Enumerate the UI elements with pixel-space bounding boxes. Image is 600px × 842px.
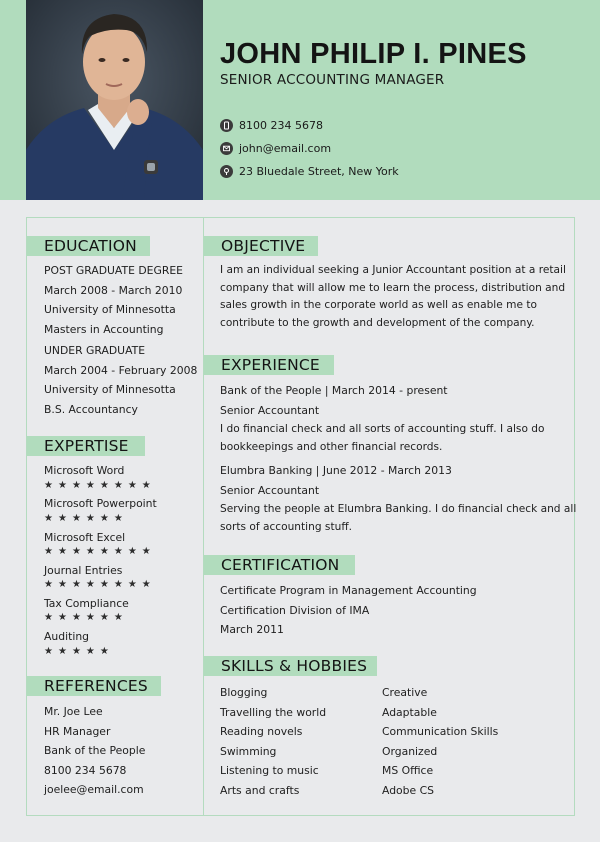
- star-icon: ★: [71, 579, 86, 590]
- job-role: Senior Accountant: [220, 484, 320, 497]
- certification-heading: CERTIFICATION: [204, 555, 355, 575]
- star-icon: ★: [127, 579, 142, 590]
- skills-heading: SKILLS & HOBBIES: [204, 656, 377, 676]
- hobby-item: Blogging: [220, 686, 268, 699]
- reference-line: HR Manager: [44, 725, 111, 738]
- job-company: Elumbra Banking | June 2012 - March 2013: [220, 464, 452, 477]
- star-icon: ★: [99, 480, 114, 491]
- star-icon: ★: [85, 612, 100, 623]
- certification-line: March 2011: [220, 623, 284, 636]
- expertise-label: Microsoft Powerpoint: [44, 497, 157, 510]
- job-description: [220, 501, 576, 536]
- star-icon: ★: [71, 646, 86, 657]
- star-icon: ★: [99, 513, 114, 524]
- skill-item: Organized: [382, 745, 438, 758]
- job-title: SENIOR ACCOUNTING MANAGER: [220, 72, 445, 88]
- contact-email: [220, 142, 331, 155]
- contact-address: [220, 165, 399, 178]
- star-icon: ★: [113, 480, 128, 491]
- star-icon: ★: [57, 546, 72, 557]
- experience-heading: EXPERIENCE: [204, 355, 334, 375]
- skill-item: Communication Skills: [382, 725, 499, 738]
- expertise-heading: EXPERTISE: [27, 436, 145, 456]
- education-heading: EDUCATION: [27, 236, 150, 256]
- star-icon: ★: [99, 646, 114, 657]
- objective-line: I am an individual seeking a Junior Accountant position at a retail: [220, 264, 566, 276]
- column-divider: [203, 217, 204, 816]
- job-description-line: I do financial check and all sorts of accounting stuff. I also do: [220, 423, 545, 435]
- expertise-label: Journal Entries: [44, 564, 123, 577]
- star-icon: ★: [127, 480, 142, 491]
- location-pin-icon: [220, 165, 233, 178]
- profile-photo: [26, 0, 203, 200]
- star-icon: ★: [44, 546, 58, 557]
- star-icon: ★: [85, 480, 100, 491]
- hobby-item: Arts and crafts: [220, 784, 300, 797]
- education-line: March 2004 - February 2008: [44, 364, 198, 377]
- expertise-rating: [44, 546, 156, 557]
- objective-line: company that will allow me to learn the process, distribution and: [220, 281, 566, 294]
- star-icon: ★: [113, 579, 128, 590]
- star-icon: ★: [57, 480, 72, 491]
- expertise-label: Tax Compliance: [44, 597, 129, 610]
- skill-item: MS Office: [382, 764, 434, 777]
- education-line: University of Minnesotta: [44, 303, 176, 316]
- reference-line: 8100 234 5678: [44, 764, 127, 777]
- star-icon: ★: [71, 546, 86, 557]
- address-text: 23 Bluedale Street, New York: [239, 165, 399, 178]
- expertise-rating: [44, 579, 156, 590]
- certification-line: Certificate Program in Management Accounting: [220, 584, 477, 597]
- star-icon: ★: [85, 513, 100, 524]
- star-icon: ★: [99, 612, 114, 623]
- expertise-label: Auditing: [44, 630, 90, 643]
- star-icon: ★: [113, 612, 128, 623]
- email-icon: [220, 142, 233, 155]
- star-icon: ★: [57, 646, 72, 657]
- expertise-label: Microsoft Excel: [44, 531, 126, 544]
- star-icon: ★: [99, 579, 114, 590]
- phone-text: 8100 234 5678: [239, 119, 323, 132]
- education-line: March 2008 - March 2010: [44, 284, 183, 297]
- certification-line: Certification Division of IMA: [220, 604, 370, 617]
- candidate-name: JOHN PHILIP I. PINES: [220, 38, 527, 70]
- skill-item: Adaptable: [382, 706, 437, 719]
- objective-text: [220, 262, 566, 332]
- star-icon: ★: [141, 480, 156, 491]
- expertise-rating: [44, 480, 156, 491]
- education-line: B.S. Accountancy: [44, 403, 138, 416]
- expertise-rating: [44, 612, 128, 623]
- job-description: [220, 421, 545, 456]
- star-icon: ★: [71, 513, 86, 524]
- email-text: john@email.com: [239, 142, 332, 155]
- job-description-line: Serving the people at Elumbra Banking. I do financial check and all: [220, 503, 577, 515]
- star-icon: ★: [44, 646, 58, 657]
- star-icon: ★: [57, 513, 72, 524]
- star-icon: ★: [127, 546, 142, 557]
- star-icon: ★: [44, 513, 58, 524]
- star-icon: ★: [99, 546, 114, 557]
- star-icon: ★: [113, 546, 128, 557]
- reference-line: joelee@email.com: [44, 783, 144, 796]
- education-line: Masters in Accounting: [44, 323, 164, 336]
- job-role: Senior Accountant: [220, 404, 320, 417]
- objective-heading: OBJECTIVE: [204, 236, 318, 256]
- hobby-item: Reading novels: [220, 725, 303, 738]
- skill-item: Adobe CS: [382, 784, 434, 797]
- hobby-item: Listening to music: [220, 764, 319, 777]
- star-icon: ★: [71, 480, 86, 491]
- references-heading: REFERENCES: [27, 676, 161, 696]
- objective-line: sales growth in the corporate world as well as enable me to: [220, 299, 537, 311]
- star-icon: ★: [85, 579, 100, 590]
- phone-icon: [220, 119, 233, 132]
- education-line: UNDER GRADUATE: [44, 344, 146, 357]
- objective-line: contribute to the growth and development of the company.: [220, 316, 535, 329]
- star-icon: ★: [85, 646, 100, 657]
- star-icon: ★: [57, 612, 72, 623]
- reference-line: Mr. Joe Lee: [44, 705, 103, 718]
- star-icon: ★: [141, 579, 156, 590]
- expertise-rating: [44, 646, 114, 657]
- star-icon: ★: [44, 480, 58, 491]
- hobby-item: Swimming: [220, 745, 277, 758]
- star-icon: ★: [71, 612, 86, 623]
- expertise-label: Microsoft Word: [44, 464, 125, 477]
- education-line: POST GRADUATE DEGREE: [44, 264, 183, 277]
- reference-line: Bank of the People: [44, 744, 146, 757]
- star-icon: ★: [113, 513, 128, 524]
- job-description-line: sorts of accounting stuff.: [220, 520, 352, 533]
- job-company: Bank of the People | March 2014 - present: [220, 384, 448, 397]
- star-icon: ★: [85, 546, 100, 557]
- star-icon: ★: [141, 546, 156, 557]
- star-icon: ★: [57, 579, 72, 590]
- skill-item: Creative: [382, 686, 428, 699]
- star-icon: ★: [44, 579, 58, 590]
- education-line: University of Minnesotta: [44, 383, 176, 396]
- contact-phone: [220, 119, 323, 132]
- hobby-item: Travelling the world: [220, 706, 327, 719]
- expertise-rating: [44, 513, 128, 524]
- job-description-line: bookkeepings and other financial records.: [220, 440, 443, 453]
- star-icon: ★: [44, 612, 58, 623]
